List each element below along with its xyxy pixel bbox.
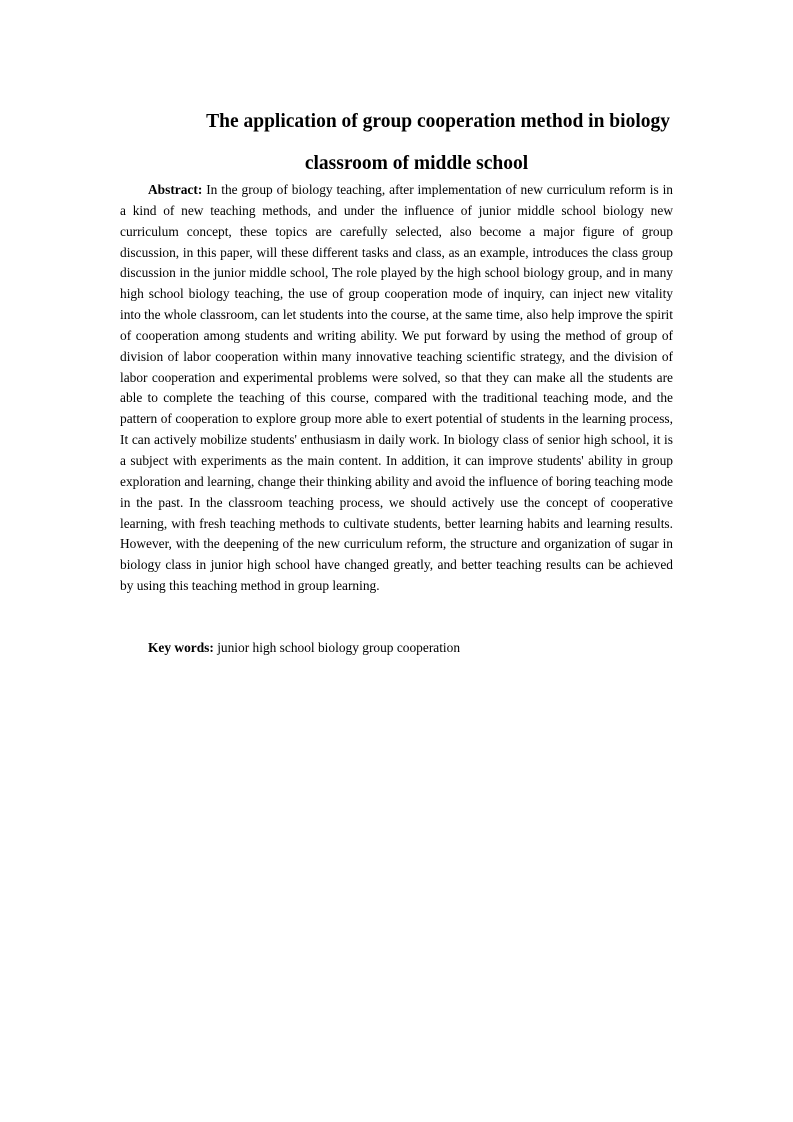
abstract-paragraph [120,180,673,597]
paper-title [120,101,673,185]
keywords-paragraph [148,638,460,659]
abstract-label: Abstract: [148,182,203,197]
keywords-label: Key words: [148,640,214,655]
keywords-text: junior high school biology group cooperation [213,640,461,655]
abstract-text: In the group of biology teaching, after implementation of new curriculum reform is in a kind of new teaching methods, and under the influence of junior middle school biology new curriculum concept, these topics are carefully selected, also become a major figure of group discussion, in this paper, will these different tasks and class, as an example, introduces the class group discussion in the junior middle school, The role played by the high school biology group, and in many high school biology teaching, the use of group cooperation mode of inquiry, can inject new vitality into the whole classroom, can let students into the course, at the same time, also help improve the spirit of cooperation among students and writing ability. We put forward by using the method of group of division of labor cooperation within many innovative teaching scientific strategy, and the division of labor cooperation and experimental problems were solved, so that they can make all the students are able to complete the teaching of this course, compared with the traditional teaching mode, and the pattern of cooperation to explore group more able to exert potential of students in the learning process, It can actively mobilize students' enthusiasm in daily work. In biology class of senior high school, it is a subject with experiments as the main content. In addition, it can improve students' ability in group exploration and learning, change their thinking ability and avoid the influence of boring teaching mode in the past. In the classroom teaching process, we should actively use the concept of cooperative learning, with fresh teaching methods to cultivate students, better learning habits and learning results. However, with the deepening of the new curriculum reform, the structure and organization of sugar in biology class in junior high school have changed greatly, and better teaching results can be achieved by using this teaching method in group learning. [120,182,673,594]
paper-title-line-1: The application of group cooperation method in biology [206,111,670,132]
paper-title-line-2: classroom of middle school [304,153,529,174]
